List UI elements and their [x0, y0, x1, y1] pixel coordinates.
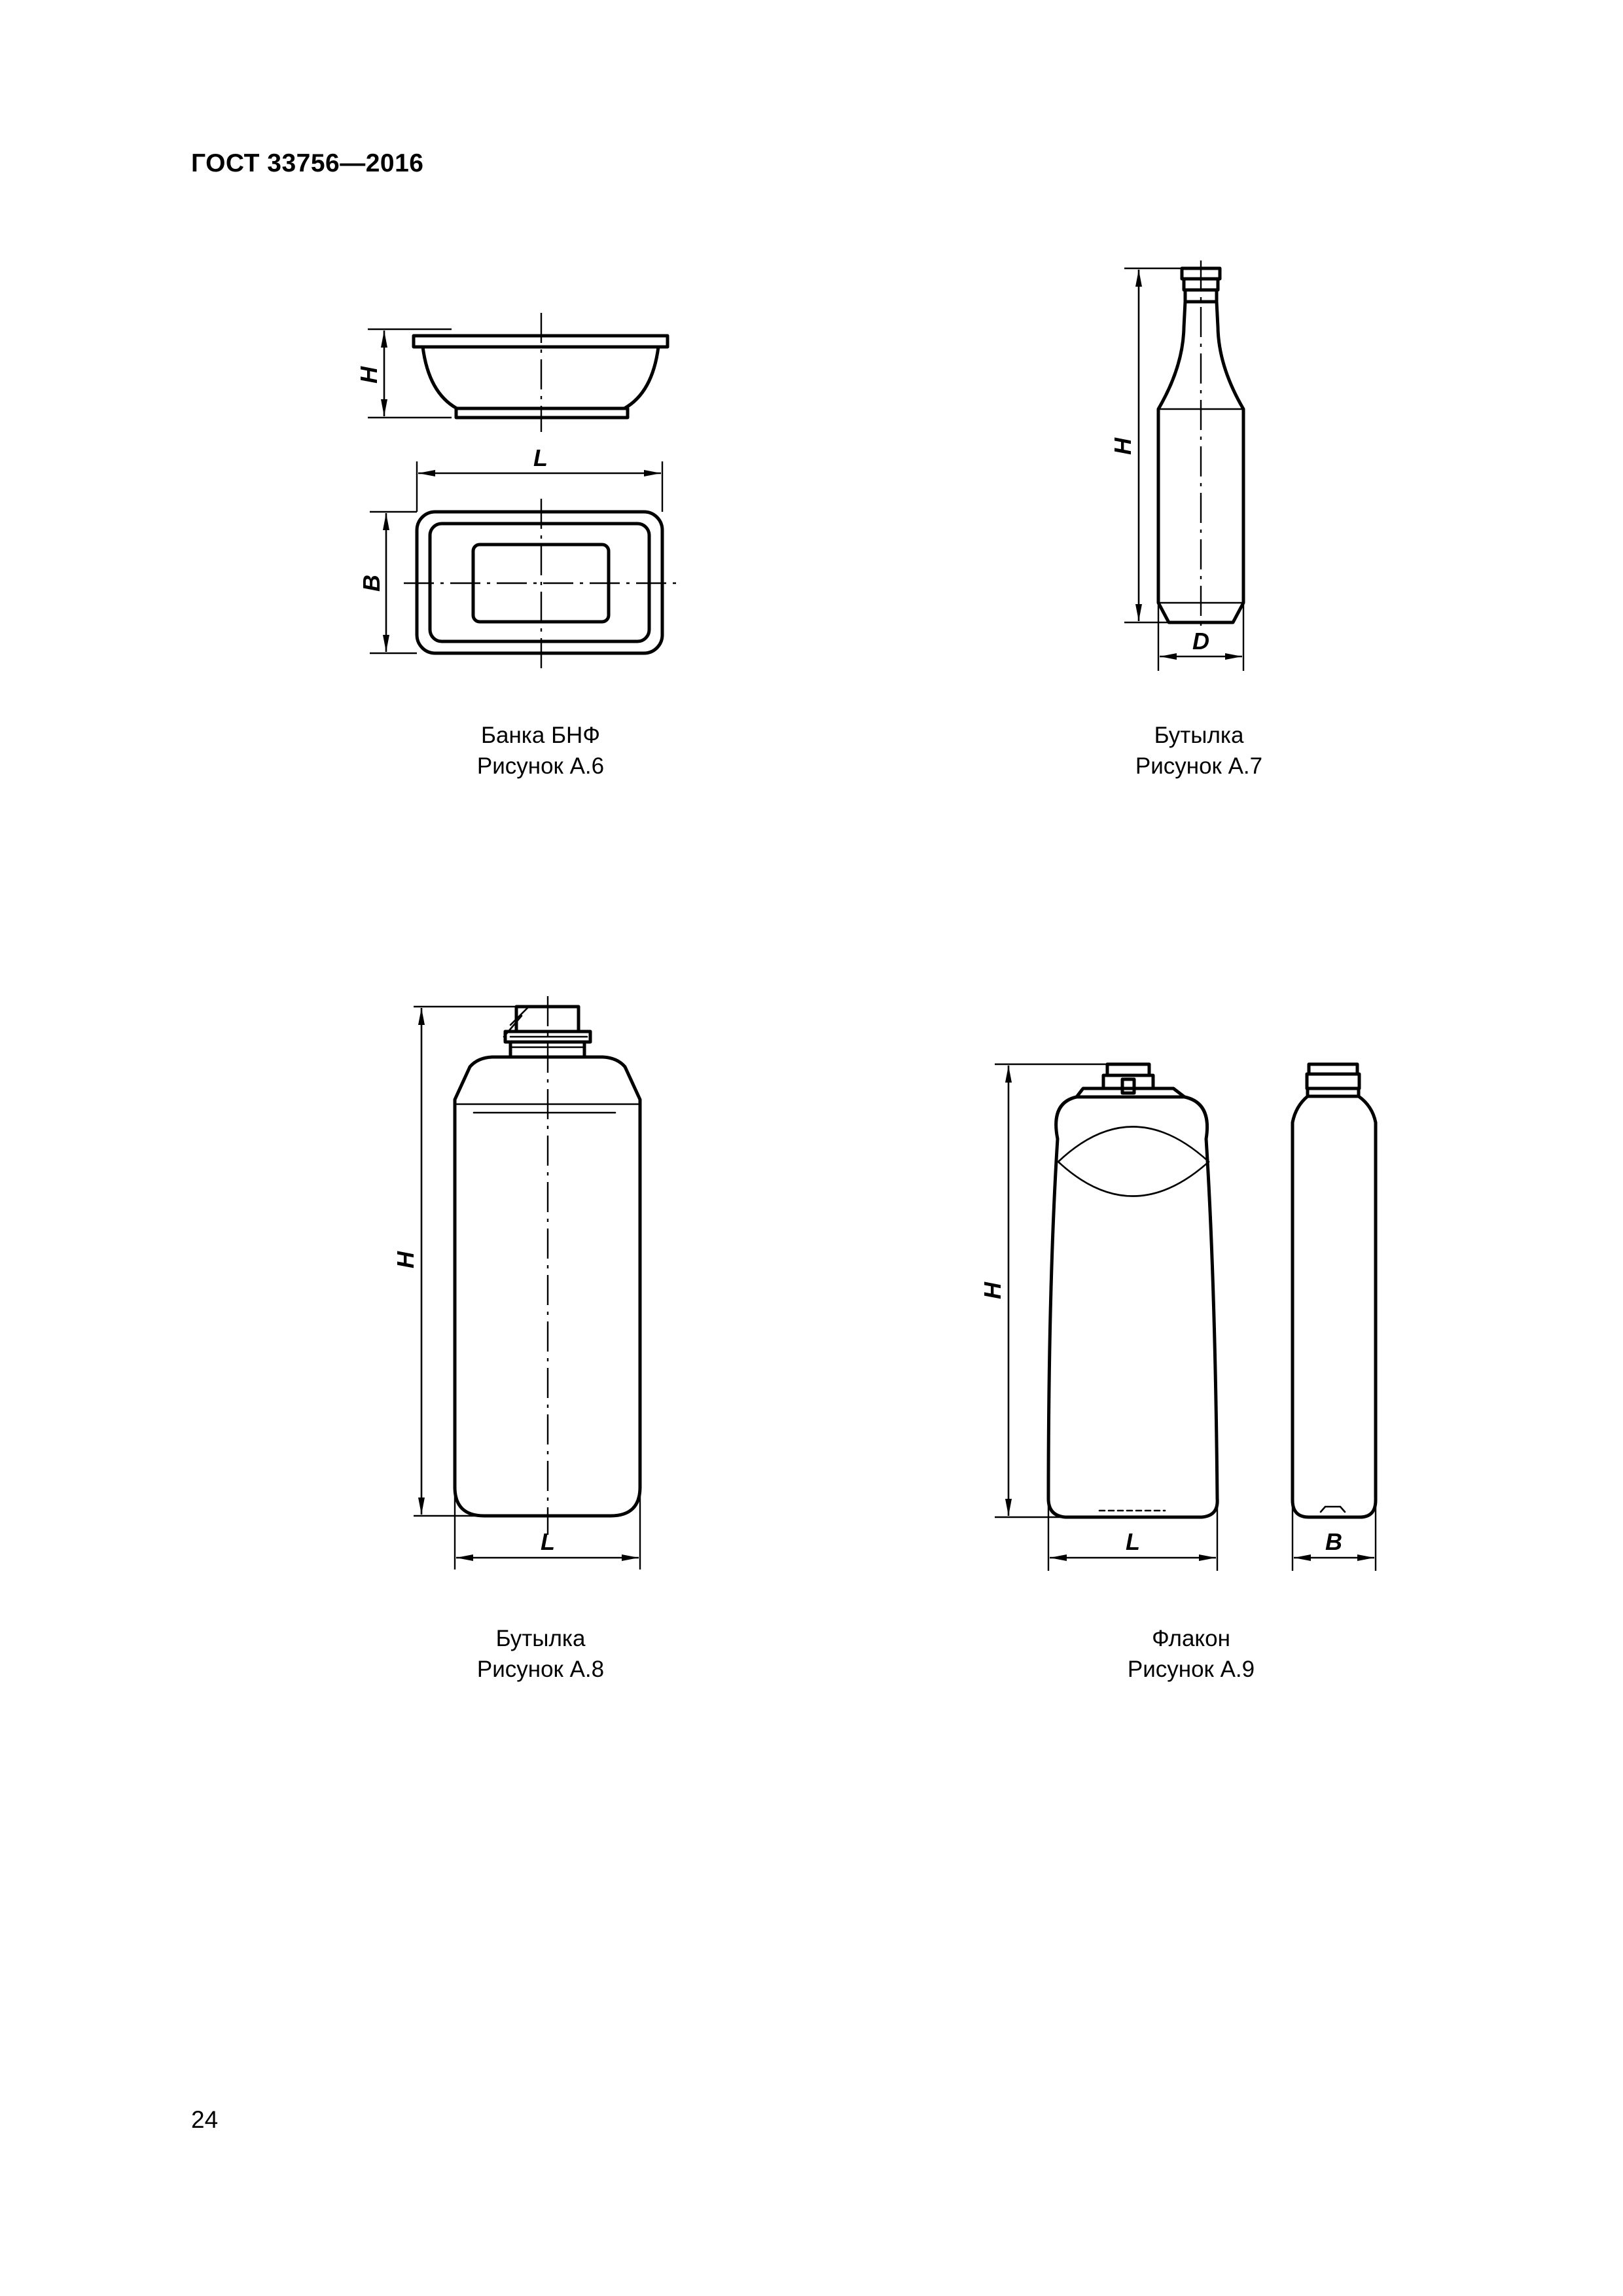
figure-a6-number: Рисунок А.6	[476, 753, 605, 779]
figure-a9-caption	[962, 1623, 1420, 1685]
jar-side-view	[355, 313, 668, 432]
figure-a8-name: Бутылка	[495, 1626, 586, 1651]
figure-a7-number: Рисунок А.7	[1135, 753, 1263, 779]
dim-l-label: L	[1126, 1528, 1140, 1555]
figure-a9-number: Рисунок А.9	[1127, 1657, 1255, 1682]
dim-d-label: D	[1192, 628, 1209, 655]
figure-a6-caption	[312, 720, 770, 781]
figure-a7-caption	[970, 720, 1428, 781]
page-number: 24	[191, 2106, 219, 2133]
dim-h-label: H	[392, 1251, 419, 1268]
flacon-front-view	[979, 1064, 1217, 1571]
figure-a6-name: Банка БНФ	[481, 723, 600, 748]
document-header: ГОСТ 33756—2016	[191, 149, 424, 177]
dim-l-label: L	[533, 444, 548, 471]
dim-l-label: L	[541, 1528, 555, 1555]
figure-a6-drawing	[355, 313, 679, 669]
dim-h-label: H	[979, 1282, 1006, 1299]
figure-a8-caption	[312, 1623, 770, 1685]
figure-a8-number: Рисунок А.8	[476, 1657, 605, 1682]
figure-a7-name: Бутылка	[1154, 723, 1244, 748]
figure-a7-drawing	[1109, 260, 1243, 671]
dim-h-label: H	[355, 367, 382, 384]
jar-top-view	[358, 444, 679, 669]
dim-b-label: B	[358, 575, 385, 592]
dim-h-label: H	[1109, 438, 1136, 455]
dim-b-label: B	[1325, 1528, 1342, 1555]
figure-a8-drawing	[392, 996, 640, 1570]
flacon-side-view	[1293, 1064, 1376, 1571]
figure-a9-drawing	[979, 1064, 1376, 1571]
figure-a9-name: Флакон	[1152, 1626, 1230, 1651]
